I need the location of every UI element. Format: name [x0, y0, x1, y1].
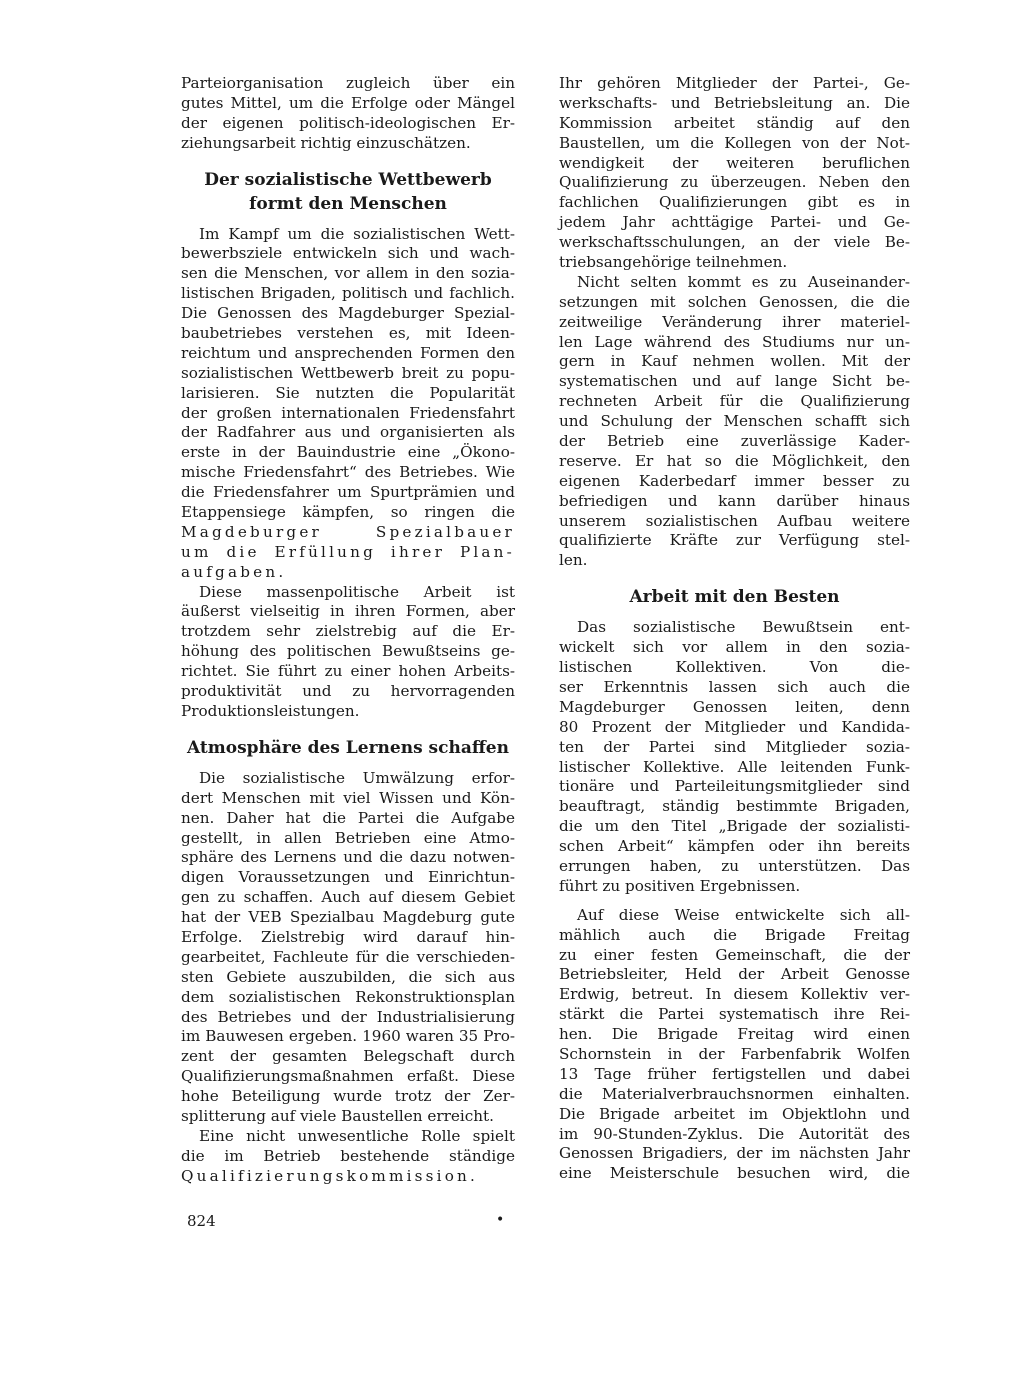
- heading-line: Arbeit mit den Besten: [629, 587, 840, 608]
- text-line: die im Betrieb bestehende ständige: [181, 1146, 515, 1165]
- text-line: hohe Beteiligung wurde trotz der Zer-: [181, 1087, 515, 1106]
- heading-line: Der sozialistische Wettbewerb: [204, 169, 492, 190]
- left-column: [181, 74, 515, 1187]
- heading-line: Atmosphäre des Lernens schaffen: [187, 737, 509, 758]
- text-line: Magdeburger Genossen leiten, denn: [559, 697, 910, 716]
- text-line: die Materialverbrauchsnormen einhalten.: [559, 1084, 910, 1103]
- text-line: tionäre und Parteileitungsmitglieder sind: [559, 777, 910, 796]
- text-line: hat der VEB Spezialbau Magdeburg gute: [181, 908, 515, 927]
- text-line: Die sozialistische Umwälzung erfor-: [199, 768, 515, 787]
- text-line: befriedigen und kann darüber hinaus: [559, 491, 910, 510]
- text-line: Eine nicht unwesentliche Rolle spielt: [199, 1126, 515, 1145]
- text-line: produktivität und zu hervorragenden: [181, 682, 515, 701]
- text-line: setzungen mit solchen Genossen, die die: [559, 292, 910, 311]
- text-line: Betriebsleiter, Held der Arbeit Genosse: [559, 965, 910, 984]
- text-line: len Lage während des Studiums nur un-: [559, 332, 910, 351]
- text-line: listischer Kollektive. Alle leitenden Funk-: [559, 757, 910, 776]
- text-line: führt zu positiven Ergebnissen.: [559, 876, 801, 895]
- text-line: Die Brigade arbeitet im Objektlohn und: [559, 1104, 910, 1123]
- text-line: Im Kampf um die sozialistischen Wett-: [199, 224, 515, 243]
- text-line: äußerst vielseitig in ihren Formen, aber: [181, 602, 515, 621]
- text-line: larisieren. Sie nutzten die Popularität: [181, 383, 515, 402]
- text-line: unserem sozialistischen Aufbau weitere: [559, 511, 910, 530]
- text-line: stärkt die Partei systematisch ihre Rei-: [559, 1005, 910, 1024]
- text-line: triebsangehörige teilnehmen.: [559, 253, 788, 272]
- text-line: zent der gesamten Belegschaft durch: [181, 1047, 515, 1066]
- paragraph: [559, 273, 910, 571]
- text-line: die um den Titel „Brigade der sozialisti-: [559, 817, 910, 836]
- text-line: reserve. Er hat so die Möglichkeit, den: [559, 451, 910, 470]
- text-line: ser Erkenntnis lassen sich auch die: [559, 677, 910, 696]
- page-number: 824: [187, 1212, 216, 1230]
- text-line: Produktionsleistungen.: [181, 701, 360, 720]
- text-line: wendigkeit der weiteren beruflichen: [559, 153, 910, 172]
- text-line: dert Menschen mit viel Wissen und Kön-: [181, 788, 515, 807]
- text-line: um die Erfüllung ihrer Plan-: [181, 542, 515, 561]
- text-line: Parteiorganisation zugleich über ein: [181, 74, 515, 92]
- text-line: werkschaftsschulungen, an der viele Be-: [559, 233, 910, 252]
- text-line: eigenen Kaderbedarf immer besser zu: [559, 471, 910, 490]
- text-line: Diese massenpolitische Arbeit ist: [199, 582, 515, 601]
- text-line: Etappensiege kämpfen, so ringen die: [181, 503, 515, 522]
- text-line: digen Voraussetzungen und Einrichtun-: [181, 868, 515, 887]
- text-line: richtet. Sie führt zu einer hohen Arbeits-: [181, 662, 515, 681]
- text-line: bewerbsziele entwickeln sich und wach-: [181, 244, 515, 263]
- text-line: sozialistischen Wettbewerb breit zu popu-: [181, 363, 515, 382]
- text-line: der Radfahrer aus und organisierten als: [181, 423, 515, 442]
- text-line: gestellt, in allen Betrieben eine Atmo-: [181, 828, 515, 847]
- text-line: des Betriebes und der Industrialisierung: [181, 1007, 515, 1026]
- text-line: beauftragt, ständig bestimmte Brigaden,: [559, 797, 910, 816]
- paragraph: [181, 583, 515, 722]
- text-line: wickelt sich vor allem in den sozia-: [559, 638, 910, 657]
- text-line: dem sozialistischen Rekonstruktionsplan: [181, 987, 515, 1006]
- paragraph: [559, 906, 910, 1184]
- text-line: höhung des politischen Bewußtseins ge-: [181, 642, 515, 661]
- heading-line: formt den Menschen: [249, 193, 447, 214]
- text-line: jedem Jahr achttägige Partei- und Ge-: [559, 213, 910, 232]
- text-line: die Friedensfahrer um Spurtprämien und: [181, 483, 515, 502]
- text-line: sten Gebiete auszubilden, die sich aus: [181, 967, 515, 986]
- text-line: Erdwig, betreut. In diesem Kollektiv ver-: [559, 985, 910, 1004]
- text-line: Das sozialistische Bewußtsein ent-: [577, 618, 910, 637]
- dot-mark: •: [496, 1212, 505, 1228]
- text-line: systematischen und auf lange Sicht be-: [559, 372, 910, 391]
- paragraph: [181, 1127, 515, 1187]
- text-line: aufgaben.: [181, 562, 287, 581]
- text-line: sphäre des Lernens und die dazu notwen-: [181, 848, 515, 867]
- right-column: [559, 74, 910, 1184]
- text-line: ten der Partei sind Mitglieder sozia-: [559, 737, 910, 756]
- section-heading: [181, 736, 515, 760]
- text-line: sen die Menschen, vor allem in den sozia-: [181, 264, 515, 283]
- text-line: erste in der Bauindustrie eine „Ökono-: [181, 443, 515, 462]
- paragraph: [181, 225, 515, 583]
- text-line: Kommission arbeitet ständig auf den: [559, 113, 910, 132]
- text-line: zu einer festen Gemeinschaft, die der: [559, 945, 910, 964]
- text-line: der eigenen politisch-ideologischen Er-: [181, 113, 515, 132]
- text-line: Die Genossen des Magdeburger Spezial-: [181, 304, 515, 323]
- text-line: im Bauwesen ergeben. 1960 waren 35 Pro-: [181, 1027, 515, 1046]
- text-line: fachlichen Qualifizierungen gibt es in: [559, 193, 910, 212]
- text-line: listischen Brigaden, politisch und fachlich.: [181, 284, 515, 303]
- text-line: Qualifizierungsmaßnahmen erfaßt. Diese: [181, 1067, 515, 1086]
- text-line: werkschafts- und Betriebsleitung an. Die: [559, 93, 910, 112]
- text-line: Schornstein in der Farbenfabrik Wolfen: [559, 1044, 910, 1063]
- text-line: und Schulung der Menschen schafft sich: [559, 412, 910, 431]
- text-line: gern in Kauf nehmen wollen. Mit der: [559, 352, 910, 371]
- text-line: listischen Kollektiven. Von die-: [559, 658, 910, 677]
- text-line: trotzdem sehr zielstrebig auf die Er-: [181, 622, 515, 641]
- text-line: mählich auch die Brigade Freitag: [559, 925, 910, 944]
- text-line: der großen internationalen Friedensfahrt: [181, 403, 515, 422]
- text-line: 80 Prozent der Mitglieder und Kandida-: [559, 717, 910, 736]
- text-line: zeitweilige Veränderung ihrer materiel-: [559, 312, 910, 331]
- text-line: rechneten Arbeit für die Qualifizierung: [559, 392, 910, 411]
- text-line: Genossen Brigadiers, der im nächsten Jahr: [559, 1144, 910, 1163]
- text-line: im 90-Stunden-Zyklus. Die Autorität des: [559, 1124, 910, 1143]
- text-line: len.: [559, 551, 588, 570]
- text-line: 13 Tage früher fertigstellen und dabei: [559, 1064, 910, 1083]
- text-line: der Betrieb eine zuverlässige Kader-: [559, 432, 910, 451]
- text-line: Magdeburger Spezialbauer: [181, 522, 515, 541]
- paragraph: [181, 769, 515, 1127]
- text-line: Baustellen, um die Kollegen von der Not-: [559, 133, 910, 152]
- text-line: Ihr gehören Mitglieder der Partei-, Ge-: [559, 74, 910, 92]
- text-line: gearbeitet, Fachleute für die verschieden-: [181, 947, 515, 966]
- text-line: errungen haben, zu unterstützen. Das: [559, 856, 910, 875]
- text-line: ziehungsarbeit richtig einzuschätzen.: [181, 133, 471, 152]
- text-line: baubetriebes verstehen es, mit Ideen-: [181, 324, 515, 343]
- section-heading: [181, 168, 515, 216]
- text-line: eine Meisterschule besuchen wird, die: [559, 1164, 910, 1183]
- text-line: gutes Mittel, um die Erfolge oder Mängel: [181, 93, 515, 112]
- text-line: Qualifizierungskommission.: [181, 1166, 479, 1185]
- text-line: splitterung auf viele Baustellen erreicht.: [181, 1106, 494, 1125]
- text-line: reichtum und ansprechenden Formen den: [181, 343, 515, 362]
- paragraph: [559, 618, 910, 896]
- text-line: Nicht selten kommt es zu Auseinander-: [577, 272, 910, 291]
- text-line: Qualifizierung zu überzeugen. Neben den: [559, 173, 910, 192]
- text-line: mische Friedensfahrt“ des Betriebes. Wie: [181, 463, 515, 482]
- text-line: Erfolge. Zielstrebig wird darauf hin-: [181, 927, 515, 946]
- text-line: Auf diese Weise entwickelte sich all-: [577, 905, 910, 924]
- text-line: nen. Daher hat die Partei die Aufgabe: [181, 808, 515, 827]
- text-line: qualifizierte Kräfte zur Verfügung stel-: [559, 531, 910, 550]
- paragraph: [559, 74, 910, 273]
- text-line: hen. Die Brigade Freitag wird einen: [559, 1025, 910, 1044]
- section-heading: [559, 585, 910, 609]
- paragraph: [181, 74, 515, 154]
- text-line: schen Arbeit“ kämpfen oder ihn bereits: [559, 837, 910, 856]
- text-line: gen zu schaffen. Auch auf diesem Gebiet: [181, 888, 515, 907]
